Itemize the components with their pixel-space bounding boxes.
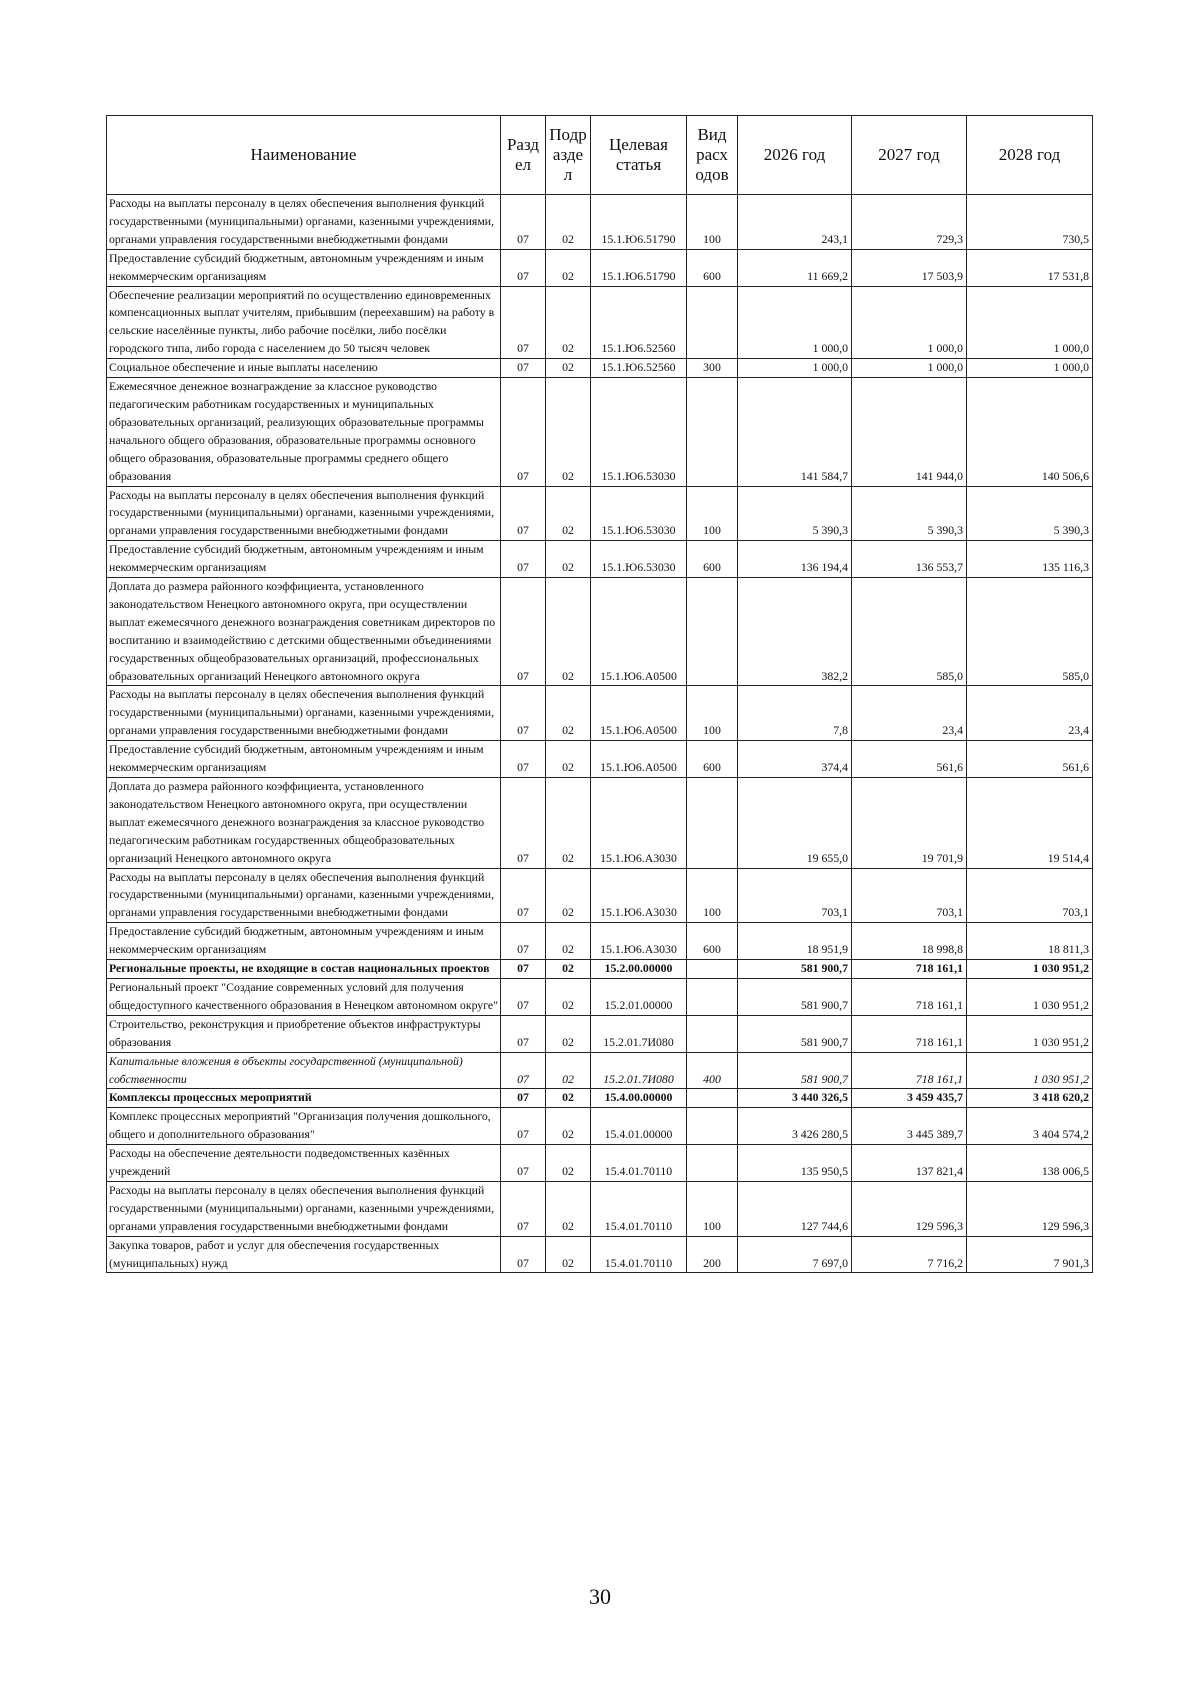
cell-subsection: 02 xyxy=(546,1108,591,1145)
cell-section: 07 xyxy=(501,249,546,286)
table-row xyxy=(107,1108,1093,1145)
cell-2028: 135 116,3 xyxy=(967,541,1093,578)
cell-2026: 1 000,0 xyxy=(738,359,852,378)
cell-section: 07 xyxy=(501,1015,546,1052)
cell-2027: 718 161,1 xyxy=(852,1015,967,1052)
cell-2027: 137 821,4 xyxy=(852,1145,967,1182)
cell-section: 07 xyxy=(501,1181,546,1236)
cell-2026: 11 669,2 xyxy=(738,249,852,286)
cell-2026: 581 900,7 xyxy=(738,1015,852,1052)
cell-2026: 1 000,0 xyxy=(738,286,852,359)
cell-target: 15.2.01.7И080 xyxy=(591,1052,687,1089)
cell-2027: 129 596,3 xyxy=(852,1181,967,1236)
header-2028: 2028 год xyxy=(967,116,1093,195)
cell-subsection: 02 xyxy=(546,541,591,578)
cell-2026: 5 390,3 xyxy=(738,486,852,541)
cell-2028: 730,5 xyxy=(967,195,1093,250)
cell-type xyxy=(687,960,738,979)
cell-target: 15.2.00.00000 xyxy=(591,960,687,979)
cell-name: Комплексы процессных мероприятий xyxy=(107,1089,501,1108)
table-row xyxy=(107,378,1093,486)
cell-subsection: 02 xyxy=(546,195,591,250)
cell-2028: 703,1 xyxy=(967,868,1093,923)
cell-name: Предоставление субсидий бюджетным, автономным учреждениям и иным некоммерческим организациям xyxy=(107,541,501,578)
cell-subsection: 02 xyxy=(546,1089,591,1108)
cell-name: Закупка товаров, работ и услуг для обеспечения государственных (муниципальных) нужд xyxy=(107,1236,501,1273)
cell-name: Расходы на выплаты персоналу в целях обеспечения выполнения функций государственными (муниципальными) органами, казенными учреждениями, органами управления государственными внебюджетными фондами xyxy=(107,1181,501,1236)
table-row xyxy=(107,1181,1093,1236)
cell-subsection: 02 xyxy=(546,249,591,286)
header-target: Целевая статья xyxy=(591,116,687,195)
cell-type xyxy=(687,1015,738,1052)
cell-section: 07 xyxy=(501,359,546,378)
cell-2028: 129 596,3 xyxy=(967,1181,1093,1236)
cell-type xyxy=(687,1089,738,1108)
cell-2028: 3 418 620,2 xyxy=(967,1089,1093,1108)
cell-2027: 23,4 xyxy=(852,686,967,741)
cell-2028: 1 000,0 xyxy=(967,286,1093,359)
cell-2028: 585,0 xyxy=(967,578,1093,686)
cell-2028: 140 506,6 xyxy=(967,378,1093,486)
cell-2026: 19 655,0 xyxy=(738,778,852,869)
cell-type: 100 xyxy=(687,486,738,541)
cell-type: 100 xyxy=(687,686,738,741)
cell-2027: 1 000,0 xyxy=(852,286,967,359)
cell-2028: 19 514,4 xyxy=(967,778,1093,869)
cell-target: 15.2.01.7И080 xyxy=(591,1015,687,1052)
header-subsection: Подр азде л xyxy=(546,116,591,195)
cell-subsection: 02 xyxy=(546,378,591,486)
cell-target: 15.1.Ю6.А0500 xyxy=(591,578,687,686)
cell-section: 07 xyxy=(501,486,546,541)
cell-name: Расходы на выплаты персоналу в целях обеспечения выполнения функций государственными (муниципальными) органами, казенными учреждениями, органами управления государственными внебюджетными фондами xyxy=(107,486,501,541)
cell-2027: 729,3 xyxy=(852,195,967,250)
cell-target: 15.1.Ю6.52560 xyxy=(591,286,687,359)
cell-subsection: 02 xyxy=(546,486,591,541)
cell-target: 15.2.01.00000 xyxy=(591,978,687,1015)
cell-2027: 718 161,1 xyxy=(852,960,967,979)
cell-name: Расходы на выплаты персоналу в целях обеспечения выполнения функций государственными (муниципальными) органами, казенными учреждениями, органами управления государственными внебюджетными фондами xyxy=(107,686,501,741)
cell-subsection: 02 xyxy=(546,286,591,359)
cell-type: 300 xyxy=(687,359,738,378)
header-name: Наименование xyxy=(107,116,501,195)
cell-2028: 1 030 951,2 xyxy=(967,1052,1093,1089)
cell-subsection: 02 xyxy=(546,1015,591,1052)
cell-subsection: 02 xyxy=(546,741,591,778)
cell-type: 600 xyxy=(687,541,738,578)
cell-name: Доплата до размера районного коэффициента, установленного законодательством Ненецкого автономного округа, при осуществлении выплат ежемесячного денежного вознаграждения советникам директоров по воспитанию и взаимодействию с детскими общественными объединениями государственных общеобразовательных организаций, профессиональных образовательных организаций Ненецкого автономного округа xyxy=(107,578,501,686)
cell-2026: 3 426 280,5 xyxy=(738,1108,852,1145)
cell-type xyxy=(687,378,738,486)
cell-name: Расходы на выплаты персоналу в целях обеспечения выполнения функций государственными (муниципальными) органами, казенными учреждениями, органами управления государственными внебюджетными фондами xyxy=(107,868,501,923)
cell-target: 15.1.Ю6.53030 xyxy=(591,378,687,486)
cell-section: 07 xyxy=(501,1052,546,1089)
cell-section: 07 xyxy=(501,686,546,741)
cell-2027: 3 445 389,7 xyxy=(852,1108,967,1145)
cell-2027: 141 944,0 xyxy=(852,378,967,486)
cell-2028: 138 006,5 xyxy=(967,1145,1093,1182)
cell-type: 400 xyxy=(687,1052,738,1089)
cell-2026: 581 900,7 xyxy=(738,1052,852,1089)
cell-2026: 703,1 xyxy=(738,868,852,923)
cell-section: 07 xyxy=(501,286,546,359)
cell-2026: 3 440 326,5 xyxy=(738,1089,852,1108)
table-row xyxy=(107,1015,1093,1052)
cell-subsection: 02 xyxy=(546,978,591,1015)
cell-section: 07 xyxy=(501,1089,546,1108)
cell-type: 100 xyxy=(687,868,738,923)
cell-target: 15.1.Ю6.51790 xyxy=(591,195,687,250)
cell-2026: 581 900,7 xyxy=(738,960,852,979)
cell-2026: 127 744,6 xyxy=(738,1181,852,1236)
cell-name: Предоставление субсидий бюджетным, автономным учреждениям и иным некоммерческим организациям xyxy=(107,741,501,778)
cell-2028: 1 030 951,2 xyxy=(967,1015,1093,1052)
cell-name: Региональные проекты, не входящие в состав национальных проектов xyxy=(107,960,501,979)
cell-target: 15.4.01.70110 xyxy=(591,1236,687,1273)
cell-section: 07 xyxy=(501,960,546,979)
cell-name: Доплата до размера районного коэффициента, установленного законодательством Ненецкого автономного округа, при осуществлении выплат ежемесячного денежного вознаграждения за классное руководство педагогическим работникам государственных общеобразовательных организаций Ненецкого автономного округа xyxy=(107,778,501,869)
cell-target: 15.1.Ю6.А3030 xyxy=(591,778,687,869)
cell-target: 15.4.01.70110 xyxy=(591,1181,687,1236)
cell-type: 200 xyxy=(687,1236,738,1273)
table-row xyxy=(107,1052,1093,1089)
cell-subsection: 02 xyxy=(546,923,591,960)
cell-target: 15.1.Ю6.А0500 xyxy=(591,741,687,778)
budget-table xyxy=(106,115,1093,1273)
table-row xyxy=(107,686,1093,741)
cell-2027: 718 161,1 xyxy=(852,1052,967,1089)
cell-2028: 7 901,3 xyxy=(967,1236,1093,1273)
table-row xyxy=(107,1089,1093,1108)
table-row xyxy=(107,978,1093,1015)
header-2026: 2026 год xyxy=(738,116,852,195)
cell-type xyxy=(687,578,738,686)
cell-2026: 374,4 xyxy=(738,741,852,778)
cell-2027: 19 701,9 xyxy=(852,778,967,869)
cell-section: 07 xyxy=(501,195,546,250)
header-2027: 2027 год xyxy=(852,116,967,195)
cell-subsection: 02 xyxy=(546,868,591,923)
cell-section: 07 xyxy=(501,378,546,486)
cell-type xyxy=(687,778,738,869)
cell-section: 07 xyxy=(501,578,546,686)
table-row xyxy=(107,541,1093,578)
table-row xyxy=(107,960,1093,979)
table-row xyxy=(107,286,1093,359)
cell-section: 07 xyxy=(501,741,546,778)
cell-target: 15.4.01.70110 xyxy=(591,1145,687,1182)
cell-name: Ежемесячное денежное вознаграждение за классное руководство педагогическим работникам государственных и муниципальных образовательных организаций, реализующих образовательные программы начального общего образования, образовательные программы основного общего образования, образовательные программы среднего общего образования xyxy=(107,378,501,486)
table-row xyxy=(107,778,1093,869)
cell-2027: 18 998,8 xyxy=(852,923,967,960)
cell-2027: 3 459 435,7 xyxy=(852,1089,967,1108)
cell-type xyxy=(687,286,738,359)
cell-section: 07 xyxy=(501,1145,546,1182)
cell-2026: 18 951,9 xyxy=(738,923,852,960)
table-row xyxy=(107,486,1093,541)
table-row xyxy=(107,359,1093,378)
cell-section: 07 xyxy=(501,1108,546,1145)
cell-target: 15.1.Ю6.51790 xyxy=(591,249,687,286)
cell-type: 600 xyxy=(687,249,738,286)
cell-target: 15.1.Ю6.А0500 xyxy=(591,686,687,741)
cell-2028: 5 390,3 xyxy=(967,486,1093,541)
cell-target: 15.1.Ю6.А3030 xyxy=(591,868,687,923)
cell-section: 07 xyxy=(501,1236,546,1273)
cell-subsection: 02 xyxy=(546,1052,591,1089)
cell-name: Социальное обеспечение и иные выплаты населению xyxy=(107,359,501,378)
cell-2028: 1 030 951,2 xyxy=(967,978,1093,1015)
cell-2028: 1 000,0 xyxy=(967,359,1093,378)
cell-type xyxy=(687,1108,738,1145)
table-row xyxy=(107,195,1093,250)
cell-section: 07 xyxy=(501,923,546,960)
cell-subsection: 02 xyxy=(546,778,591,869)
header-section: Разд ел xyxy=(501,116,546,195)
cell-target: 15.4.01.00000 xyxy=(591,1108,687,1145)
cell-name: Обеспечение реализации мероприятий по осуществлению единовременных компенсационных выплат учителям, прибывшим (переехавшим) на работу в сельские населённые пункты, либо рабочие посёлки, либо посёлки городского типа, либо города с населением до 50 тысяч человек xyxy=(107,286,501,359)
table-row xyxy=(107,741,1093,778)
cell-target: 15.1.Ю6.А3030 xyxy=(591,923,687,960)
cell-subsection: 02 xyxy=(546,1145,591,1182)
page-number: 30 xyxy=(589,1584,611,1609)
cell-section: 07 xyxy=(501,868,546,923)
cell-2026: 243,1 xyxy=(738,195,852,250)
cell-subsection: 02 xyxy=(546,686,591,741)
cell-subsection: 02 xyxy=(546,1181,591,1236)
cell-section: 07 xyxy=(501,978,546,1015)
cell-subsection: 02 xyxy=(546,1236,591,1273)
cell-name: Капитальные вложения в объекты государственной (муниципальной) собственности xyxy=(107,1052,501,1089)
cell-2028: 3 404 574,2 xyxy=(967,1108,1093,1145)
cell-2026: 382,2 xyxy=(738,578,852,686)
cell-section: 07 xyxy=(501,541,546,578)
cell-type: 100 xyxy=(687,195,738,250)
cell-name: Расходы на выплаты персоналу в целях обеспечения выполнения функций государственными (муниципальными) органами, казенными учреждениями, органами управления государственными внебюджетными фондами xyxy=(107,195,501,250)
cell-section: 07 xyxy=(501,778,546,869)
cell-subsection: 02 xyxy=(546,359,591,378)
table-row xyxy=(107,923,1093,960)
cell-name: Комплекс процессных мероприятий "Организация получения дошкольного, общего и дополнительного образования" xyxy=(107,1108,501,1145)
cell-2027: 718 161,1 xyxy=(852,978,967,1015)
table-row xyxy=(107,868,1093,923)
cell-subsection: 02 xyxy=(546,960,591,979)
cell-name: Расходы на обеспечение деятельности подведомственных казённых учреждений xyxy=(107,1145,501,1182)
cell-type: 600 xyxy=(687,741,738,778)
cell-target: 15.1.Ю6.53030 xyxy=(591,541,687,578)
cell-2027: 5 390,3 xyxy=(852,486,967,541)
cell-type: 600 xyxy=(687,923,738,960)
cell-target: 15.4.00.00000 xyxy=(591,1089,687,1108)
cell-2028: 18 811,3 xyxy=(967,923,1093,960)
cell-target: 15.1.Ю6.52560 xyxy=(591,359,687,378)
cell-2026: 7 697,0 xyxy=(738,1236,852,1273)
cell-2028: 17 531,8 xyxy=(967,249,1093,286)
header-row xyxy=(107,116,1093,195)
header-type: Вид расх одов xyxy=(687,116,738,195)
table-row xyxy=(107,249,1093,286)
cell-2027: 703,1 xyxy=(852,868,967,923)
cell-2026: 136 194,4 xyxy=(738,541,852,578)
cell-name: Предоставление субсидий бюджетным, автономным учреждениям и иным некоммерческим организациям xyxy=(107,249,501,286)
cell-2026: 581 900,7 xyxy=(738,978,852,1015)
cell-type xyxy=(687,1145,738,1182)
cell-subsection: 02 xyxy=(546,578,591,686)
cell-2027: 561,6 xyxy=(852,741,967,778)
cell-2026: 135 950,5 xyxy=(738,1145,852,1182)
cell-2026: 141 584,7 xyxy=(738,378,852,486)
cell-name: Предоставление субсидий бюджетным, автономным учреждениям и иным некоммерческим организациям xyxy=(107,923,501,960)
table-row xyxy=(107,1236,1093,1273)
cell-2027: 1 000,0 xyxy=(852,359,967,378)
cell-name: Строительство, реконструкция и приобретение объектов инфраструктуры образования xyxy=(107,1015,501,1052)
cell-2028: 561,6 xyxy=(967,741,1093,778)
cell-target: 15.1.Ю6.53030 xyxy=(591,486,687,541)
cell-name: Региональный проект "Создание современных условий для получения общедоступного качественного образования в Ненецком автономном округе" xyxy=(107,978,501,1015)
cell-2028: 1 030 951,2 xyxy=(967,960,1093,979)
cell-2027: 585,0 xyxy=(852,578,967,686)
table-row xyxy=(107,578,1093,686)
cell-2027: 136 553,7 xyxy=(852,541,967,578)
cell-2028: 23,4 xyxy=(967,686,1093,741)
cell-type: 100 xyxy=(687,1181,738,1236)
cell-2027: 7 716,2 xyxy=(852,1236,967,1273)
cell-type xyxy=(687,978,738,1015)
cell-2026: 7,8 xyxy=(738,686,852,741)
table-body xyxy=(107,195,1093,1273)
cell-2027: 17 503,9 xyxy=(852,249,967,286)
table-row xyxy=(107,1145,1093,1182)
